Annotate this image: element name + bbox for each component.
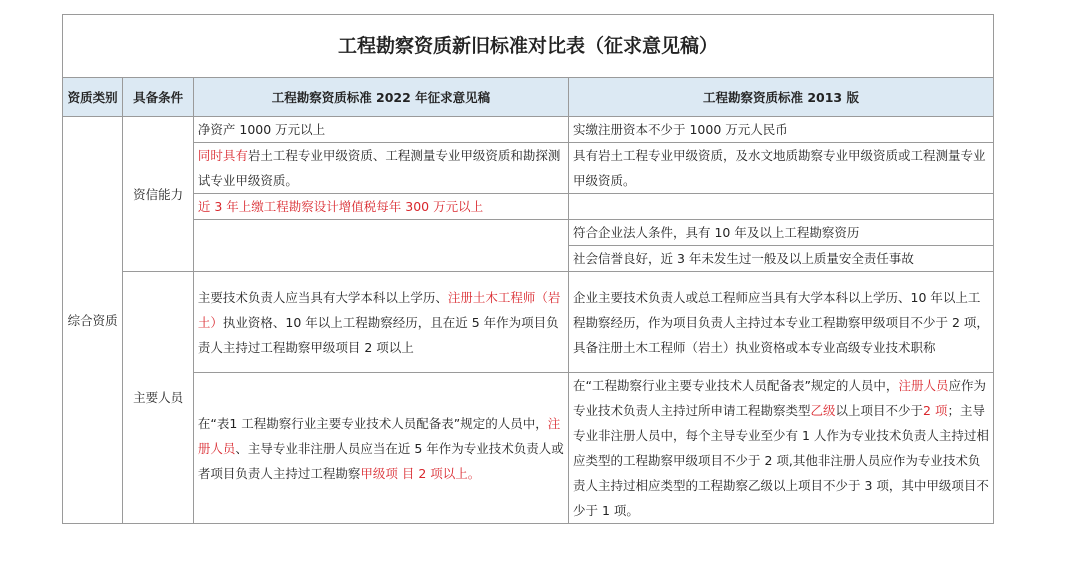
table-row (63, 220, 994, 246)
text-span: 、主导专业非注册人员应当在近 5 年作为专业技术负责人或者项目负责人主持过工程勘察 (197, 440, 564, 481)
text-span: 在“工程勘察行业主要专业技术人员配备表”规定的人员中， (572, 378, 899, 393)
cell-new-6 (193, 373, 568, 524)
comparison-table-container (62, 14, 994, 524)
table-row (63, 117, 994, 143)
cell-old-3 (568, 194, 993, 220)
cell-new-3: 近 3 年上缴工程勘察设计增值税每年 300 万元以上 (193, 194, 568, 220)
header-condition: 具备条件 (123, 78, 194, 117)
header-category: 资质类别 (63, 78, 123, 117)
highlight-text: 注册人员 (197, 415, 561, 456)
cell-old-4a: 符合企业法人条件，具有 10 年及以上工程勘察资历 (568, 220, 993, 246)
text-span: 岩土工程专业甲级资质、工程测量专业甲级资质和勘探测试专业甲级资质。 (197, 148, 561, 188)
cell-old-4b: 社会信誉良好，近 3 年未发生过一般及以上质量安全责任事故 (568, 246, 993, 272)
text-span: ；主导专业非注册人员中，每个主导专业至少有 1 人作为专业技术负责人主持过相应类型的工程勘察甲级项目不少于 2 项,其他非注册人员应作为专业技术负责人主持过相应类型的工程勘察乙级以上项目不少于 3 项，其中甲级项目不少于 1 项。 (572, 403, 989, 518)
text-span: 在“表1 工程勘察行业主要专业技术人员配备表”规定的人员中， (197, 415, 548, 431)
condition-staff: 主要人员 (123, 272, 194, 524)
cell-new-5 (193, 272, 568, 373)
cell-old-1: 实缴注册资本不少于 1000 万元人民币 (568, 117, 993, 143)
table-row (63, 194, 994, 220)
cell-old-2: 具有岩土工程专业甲级资质，及水文地质勘察专业甲级资质或工程测量专业甲级资质。 (568, 143, 993, 194)
table-row (63, 272, 994, 373)
highlight-text: 2 项 (923, 403, 948, 418)
table-row (63, 143, 994, 194)
text-span: 应作为专业技术负责人主持过所申请工程勘察类型 (572, 378, 986, 418)
condition-credit: 资信能力 (123, 117, 194, 272)
cell-new-2 (193, 143, 568, 194)
text-span: 主要技术负责人应当具有大学本科以上学历、 (197, 289, 448, 305)
cell-new-4 (193, 220, 568, 272)
table-title: 工程勘察资质新旧标准对比表（征求意见稿） (63, 15, 994, 78)
text-span: 以上项目不少于 (835, 403, 924, 418)
cell-old-6 (568, 373, 993, 524)
highlight-text: 注册土木工程师（岩土） (197, 289, 561, 330)
cell-new-1: 净资产 1000 万元以上 (193, 117, 568, 143)
highlight-text: 注册人员 (898, 378, 949, 393)
table-row (63, 373, 994, 524)
highlight-text: 乙级 (810, 403, 836, 418)
text-span: 执业资格、10 年以上工程勘察经历，且在近 5 年作为项目负责人主持过工程勘察甲级项目 2 项以上 (197, 314, 559, 355)
category-cell: 综合资质 (63, 117, 123, 524)
highlight-text: 同时具有 (197, 148, 248, 163)
header-2022: 工程勘察资质标准 2022 年征求意见稿 (193, 78, 568, 117)
header-row (63, 78, 994, 117)
header-2013: 工程勘察资质标准 2013 版 (568, 78, 993, 117)
highlight-text: 甲级项 目 2 项以上。 (360, 465, 481, 481)
comparison-table (62, 14, 994, 524)
cell-old-5: 企业主要技术负责人或总工程师应当具有大学本科以上学历、10 年以上工程勘察经历，作为项目负责人主持过本专业工程勘察甲级项目不少于 2 项，具备注册土木工程师（岩土）执业资格或本专业高级专业技术职称 (568, 272, 993, 373)
